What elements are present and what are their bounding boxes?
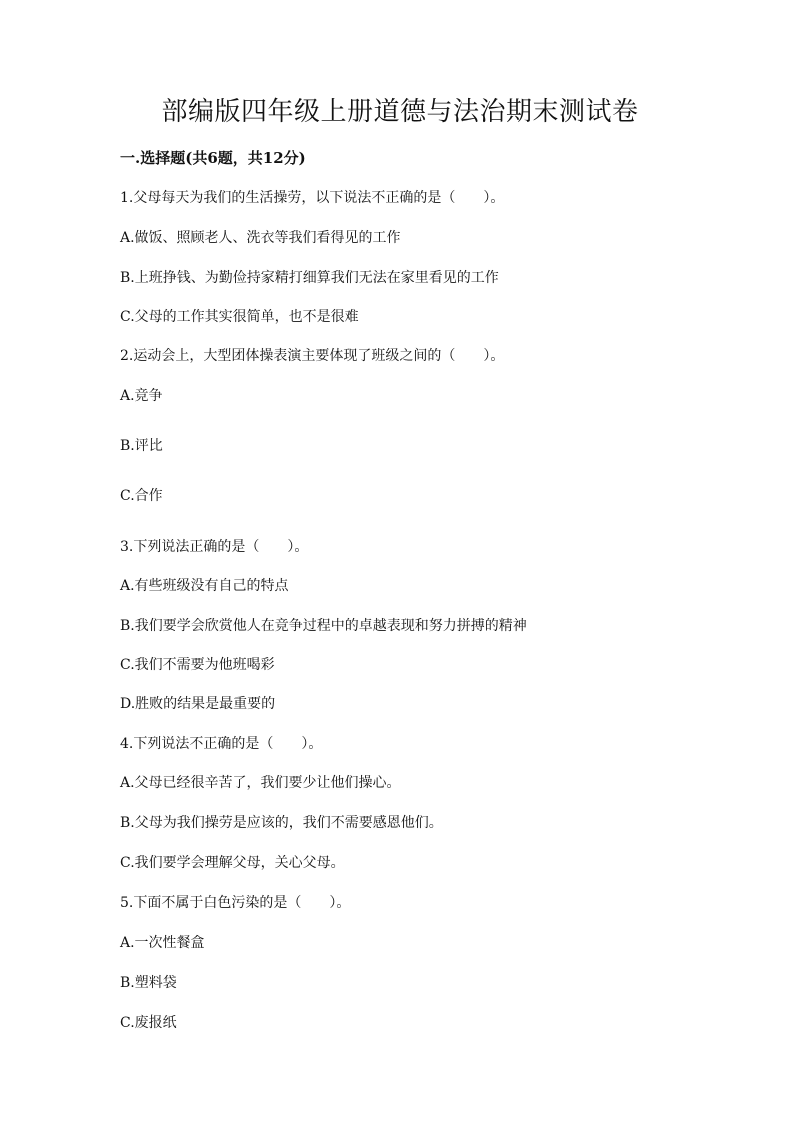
question-2-stem: 2.运动会上，大型团体操表演主要体现了班级之间的（ ）。 — [120, 348, 505, 364]
section-heading: 一.选择题(共6题，共12分) — [120, 149, 306, 167]
question-4-option-a: A.父母已经很辛苦了，我们要少让他们操心。 — [120, 775, 401, 791]
question-3-stem: 3.下列说法正确的是（ ）。 — [120, 539, 309, 555]
question-1-stem: 1.父母每天为我们的生活操劳，以下说法不正确的是（ ）。 — [120, 190, 505, 206]
question-2-option-b: B.评比 — [120, 438, 163, 454]
question-2-option-c: C.合作 — [120, 488, 163, 504]
question-3-option-c: C.我们不需要为他班喝彩 — [120, 657, 275, 673]
question-3-option-b: B.我们要学会欣赏他人在竞争过程中的卓越表现和努力拼搏的精神 — [120, 618, 527, 634]
question-1-option-a: A.做饭、照顾老人、洗衣等我们看得见的工作 — [120, 230, 401, 246]
page-title: 部编版四年级上册道德与法治期末测试卷 — [161, 97, 639, 127]
question-5-option-c: C.废报纸 — [120, 1015, 177, 1031]
question-5-stem: 5.下面不属于白色污染的是（ ）。 — [120, 895, 351, 911]
question-5-option-a: A.一次性餐盒 — [120, 935, 205, 951]
question-3-option-d: D.胜败的结果是最重要的 — [120, 696, 276, 712]
question-3-option-a: A.有些班级没有自己的特点 — [120, 578, 289, 594]
question-1-option-b: B.上班挣钱、为勤俭持家精打细算我们无法在家里看见的工作 — [120, 270, 499, 286]
question-4-option-c: C.我们要学会理解父母，关心父母。 — [120, 855, 345, 871]
question-5-option-b: B.塑料袋 — [120, 975, 177, 991]
question-1-option-c: C.父母的工作其实很简单，也不是很难 — [120, 309, 359, 325]
question-2-option-a: A.竞争 — [120, 388, 163, 404]
question-4-stem: 4.下列说法不正确的是（ ）。 — [120, 736, 323, 752]
question-4-option-b: B.父母为我们操劳是应该的，我们不需要感恩他们。 — [120, 815, 443, 831]
